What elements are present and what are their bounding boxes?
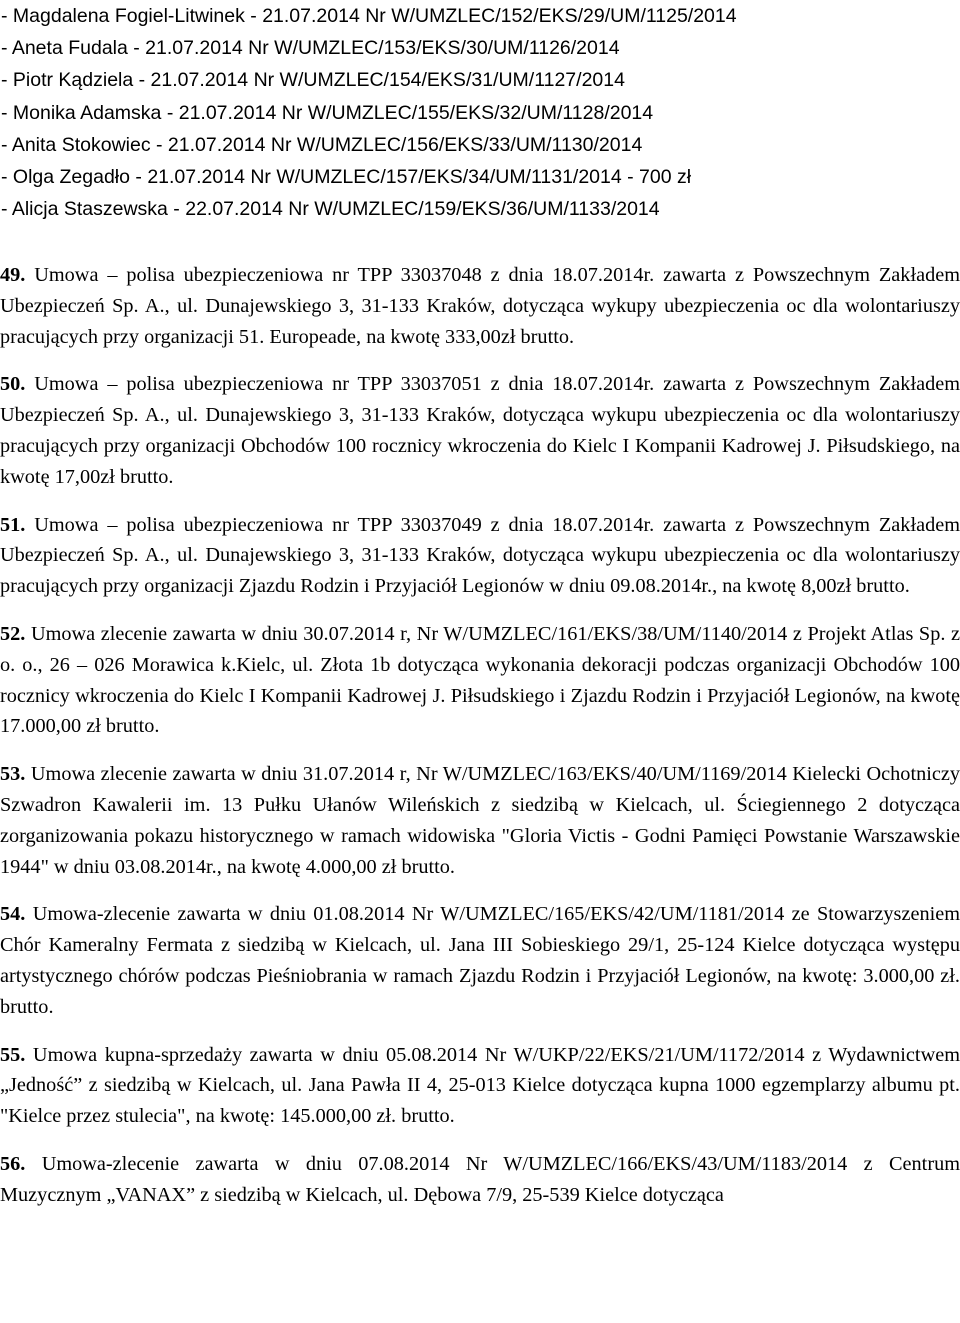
contract-item-50 — [0, 369, 960, 492]
contract-items — [0, 260, 960, 1211]
item-text: Umowa – polisa ubezpieczeniowa nr TPP 33037048 z dnia 18.07.2014r. zawarta z Powszechnym Zakładem Ubezpieczeń Sp. A., ul. Dunajewskiego 3, 31-133 Kraków, dotycząca wykupy ubezpieczenia oc dla wolontariuszy pracujących przy organizacji 51. Europeade, na kwotę 333,00zł brutto. — [0, 264, 960, 348]
list-item: - Monika Adamska - 21.07.2014 Nr W/UMZLEC/155/EKS/32/UM/1128/2014 — [1, 101, 654, 124]
list-item: - Aneta Fudala - 21.07.2014 Nr W/UMZLEC/153/EKS/30/UM/1126/2014 — [1, 37, 620, 60]
contract-item-54 — [0, 899, 960, 1022]
item-text: Umowa-zlecenie zawarta w dniu 07.08.2014 Nr W/UMZLEC/166/EKS/43/UM/1183/2014 z Centrum Muzycznym „VANAX” z siedzibą w Kielcach, ul. Dębowa 7/9, 25-539 Kielce dotycząca — [0, 1152, 960, 1206]
list-item: - Alicja Staszewska - 22.07.2014 Nr W/UMZLEC/159/EKS/36/UM/1133/2014 — [1, 198, 660, 221]
item-number: 51. — [0, 513, 26, 536]
item-text: Umowa-zlecenie zawarta w dniu 01.08.2014 Nr W/UMZLEC/165/EKS/42/UM/1181/2014 ze Stowarzyszeniem Chór Kameralny Fermata z siedzibą w Kielcach, ul. Jana III Sobieskiego 29/1, 25-124 Kielce dotycząca występu artystycznego chórów podczas Pieśniobrania w ramach Zjazdu Rodzin i Przyjaciół Legionów, na kwotę: 3.000,00 zł. brutto. — [0, 903, 960, 1018]
item-number: 55. — [0, 1043, 26, 1066]
item-number: 53. — [0, 763, 26, 786]
contract-item-56 — [0, 1149, 960, 1211]
item-text: Umowa kupna-sprzedaży zawarta w dniu 05.08.2014 Nr W/UKP/22/EKS/21/UM/1172/2014 z Wydawnictwem „Jedność” z siedzibą w Kielcach, ul. Jana Pawła II 4, 25-013 Kielce dotycząca kupna 1000 egzemplarzy albumu pt. "Kielce przez stulecia", na kwotę: 145.000,00 zł. brutto. — [0, 1043, 960, 1128]
item-text: Umowa zlecenie zawarta w dniu 31.07.2014 r, Nr W/UMZLEC/163/EKS/40/UM/1169/2014 Kielecki Ochotniczy Szwadron Kawalerii im. 13 Pułku Ułanów Wileńskich z siedzibą w Kielcach, ul. Ściegiennego 2 dotycząca zorganizowania pokazu historycznego w ramach widowiska "Gloria Victis - Godni Pamięci Powstanie Warszawskie 1944" w dniu 03.08.2014r., na kwotę 4.000,00 zł brutto. — [0, 763, 960, 878]
list-item: - Piotr Kądziela - 21.07.2014 Nr W/UMZLEC/154/EKS/31/UM/1127/2014 — [1, 69, 625, 92]
item-number: 52. — [0, 622, 26, 645]
list-item: - Anita Stokowiec - 21.07.2014 Nr W/UMZLEC/156/EKS/33/UM/1130/2014 — [1, 133, 643, 156]
item-number: 54. — [0, 903, 26, 926]
volunteer-contract-list — [1, 0, 737, 225]
item-number: 49. — [0, 264, 26, 286]
list-item: - Olga Zegadło - 21.07.2014 Nr W/UMZLEC/157/EKS/34/UM/1131/2014 - 700 zł — [1, 165, 692, 188]
contract-item-49 — [0, 260, 960, 352]
contract-item-52 — [0, 619, 960, 742]
item-text: Umowa zlecenie zawarta w dniu 30.07.2014 r, Nr W/UMZLEC/161/EKS/38/UM/1140/2014 z Projekt Atlas Sp. z o. o., 26 – 026 Morawica k.Kielc, ul. Złota 1b dotycząca wykonania dekoracji podczas organizacji Obchodów 100 rocznicy wkroczenia do Kielc I Kompanii Kadrowej J. Piłsudskiego i Zjazdu Rodzin i Przyjaciół Legionów, na kwotę 17.000,00 zł brutto. — [0, 622, 960, 738]
item-text: Umowa – polisa ubezpieczeniowa nr TPP 33037051 z dnia 18.07.2014r. zawarta z Powszechnym Zakładem Ubezpieczeń Sp. A., ul. Dunajewskiego 3, 31-133 Kraków, dotycząca wykupu ubezpieczenia oc dla wolontariuszy pracujących przy organizacji Obchodów 100 rocznicy wkroczenia do Kielc I Kompanii Kadrowej J. Piłsudskiego, na kwotę 17,00zł brutto. — [0, 373, 960, 488]
list-item: - Magdalena Fogiel-Litwinek - 21.07.2014 Nr W/UMZLEC/152/EKS/29/UM/1125/2014 — [1, 5, 737, 27]
item-number: 56. — [0, 1152, 26, 1175]
contract-item-53 — [0, 759, 960, 882]
contract-item-55 — [0, 1040, 960, 1132]
item-number: 50. — [0, 373, 26, 396]
item-text: Umowa – polisa ubezpieczeniowa nr TPP 33037049 z dnia 18.07.2014r. zawarta z Powszechnym Zakładem Ubezpieczeń Sp. A., ul. Dunajewskiego 3, 31-133 Kraków, dotycząca wykupu ubezpieczenia oc dla wolontariuszy pracujących przy organizacji Zjazdu Rodzin i Przyjaciół Legionów w dniu 09.08.2014r., na kwotę 8,00zł brutto. — [0, 513, 960, 598]
contract-item-51 — [0, 510, 960, 602]
